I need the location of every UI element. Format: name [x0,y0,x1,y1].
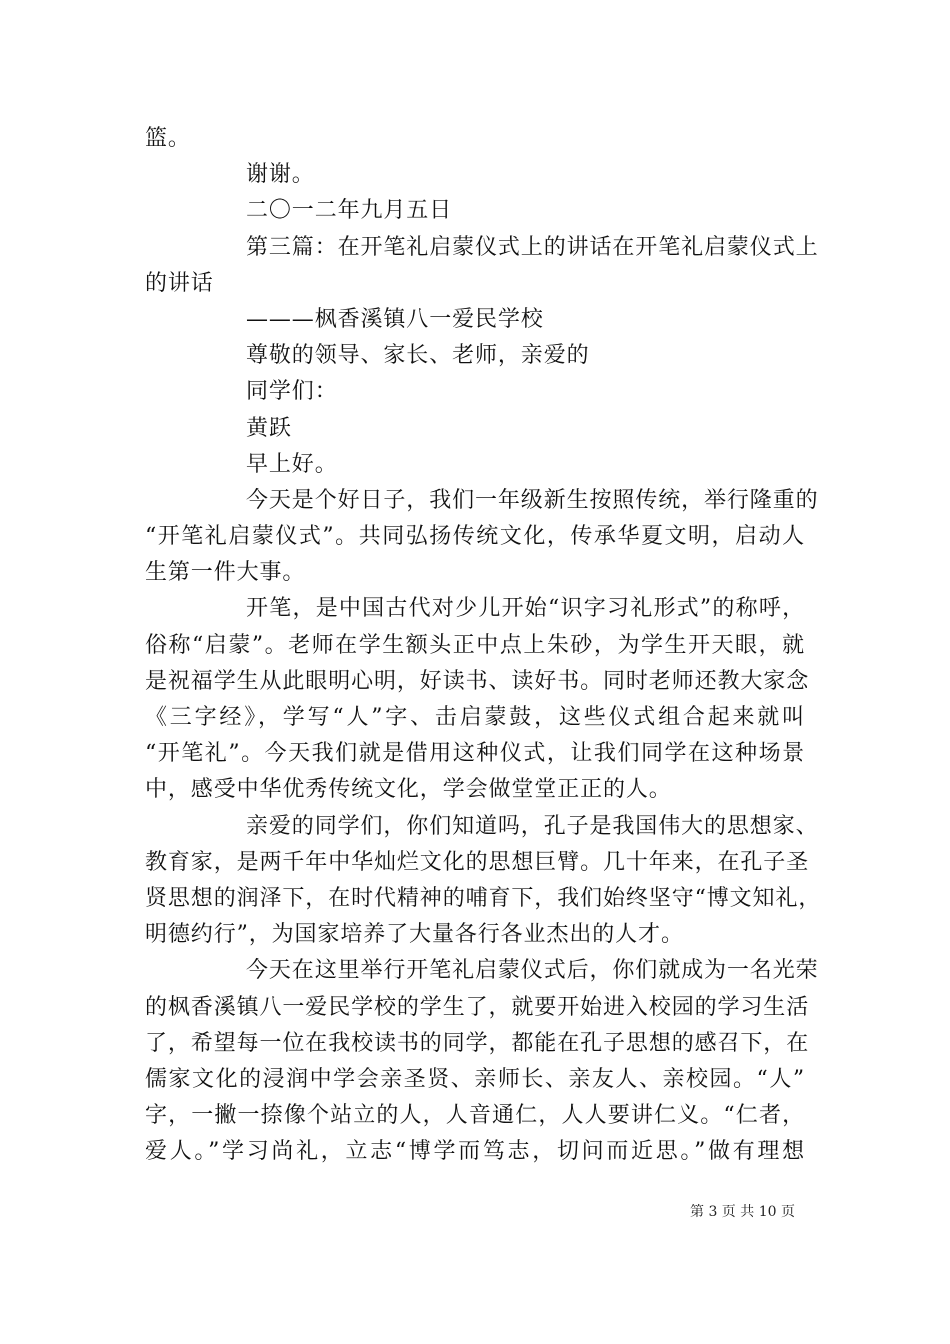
text-line: “开笔礼”。今天我们就是借用这种仪式，让我们同学在这种场景 [145,741,805,767]
text-line: 黄跃 [246,415,292,441]
text-line: 二〇一二年九月五日 [246,198,453,224]
text-line: 字，一撇一捺像个站立的人，人音通仁，人人要讲仁义。“仁者， [145,1103,805,1129]
text-line: 儒家文化的浸润中学会亲圣贤、亲师长、亲友人、亲校园。“人” [145,1066,805,1092]
text-line: 今天是个好日子，我们一年级新生按照传统，举行隆重的 [246,487,819,513]
text-line: 《三字经》，学写“人”字、击启蒙鼓，这些仪式组合起来就叫 [145,705,805,730]
text-line: 今天在这里举行开笔礼启蒙仪式后，你们就成为一名光荣 [246,958,819,984]
text-line: 同学们： [246,379,338,405]
text-line: 篮。 [145,126,191,151]
document-body [145,121,822,1170]
text-line: 贤思想的润泽下，在时代精神的哺育下，我们始终坚守“博文知礼， [145,885,822,911]
text-line: 开笔，是中国古代对少儿开始“识字习礼形式”的称呼， [246,596,805,622]
text-line: 中，感受中华优秀传统文化，学会做堂堂正正的人。 [145,777,672,803]
text-line: 谢谢。 [246,162,315,188]
text-line: 明德约行”，为国家培养了大量各行各业杰出的人才。 [145,922,684,948]
text-line: 第三篇：在开笔礼启蒙仪式上的讲话在开笔礼启蒙仪式上 [246,234,819,260]
text-line: 的讲话 [145,270,214,296]
text-line: 亲爱的同学们，你们知道吗，孔子是我国伟大的思想家、 [246,813,819,839]
page-number-footer: 第 3 页 共 10 页 [690,1204,795,1220]
text-line: 早上好。 [246,451,338,477]
text-line: 俗称“启蒙”。老师在学生额头正中点上朱砂，为学生开天眼，就 [145,632,805,658]
text-line: 教育家，是两千年中华灿烂文化的思想巨臂。几十年来，在孔子圣 [145,849,810,875]
text-line: 的枫香溪镇八一爱民学校的学生了，就要开始进入校园的学习生活 [145,994,810,1020]
text-line: 是祝福学生从此眼明心明，好读书、读好书。同时老师还教大家念 [145,668,810,694]
text-line: 尊敬的领导、家长、老师，亲爱的 [246,343,590,369]
text-line: 生第一件大事。 [145,560,306,586]
text-line: ———枫香溪镇八一爱民学校 [246,306,544,332]
text-line: 爱人。”学习尚礼，立志“博学而笃志，切问而近思。”做有理想 [145,1139,805,1165]
text-line: “开笔礼启蒙仪式”。共同弘扬传统文化，传承华夏文明，启动人 [145,524,805,550]
text-line: 了，希望每一位在我校读书的同学，都能在孔子思想的感召下，在 [145,1030,810,1056]
